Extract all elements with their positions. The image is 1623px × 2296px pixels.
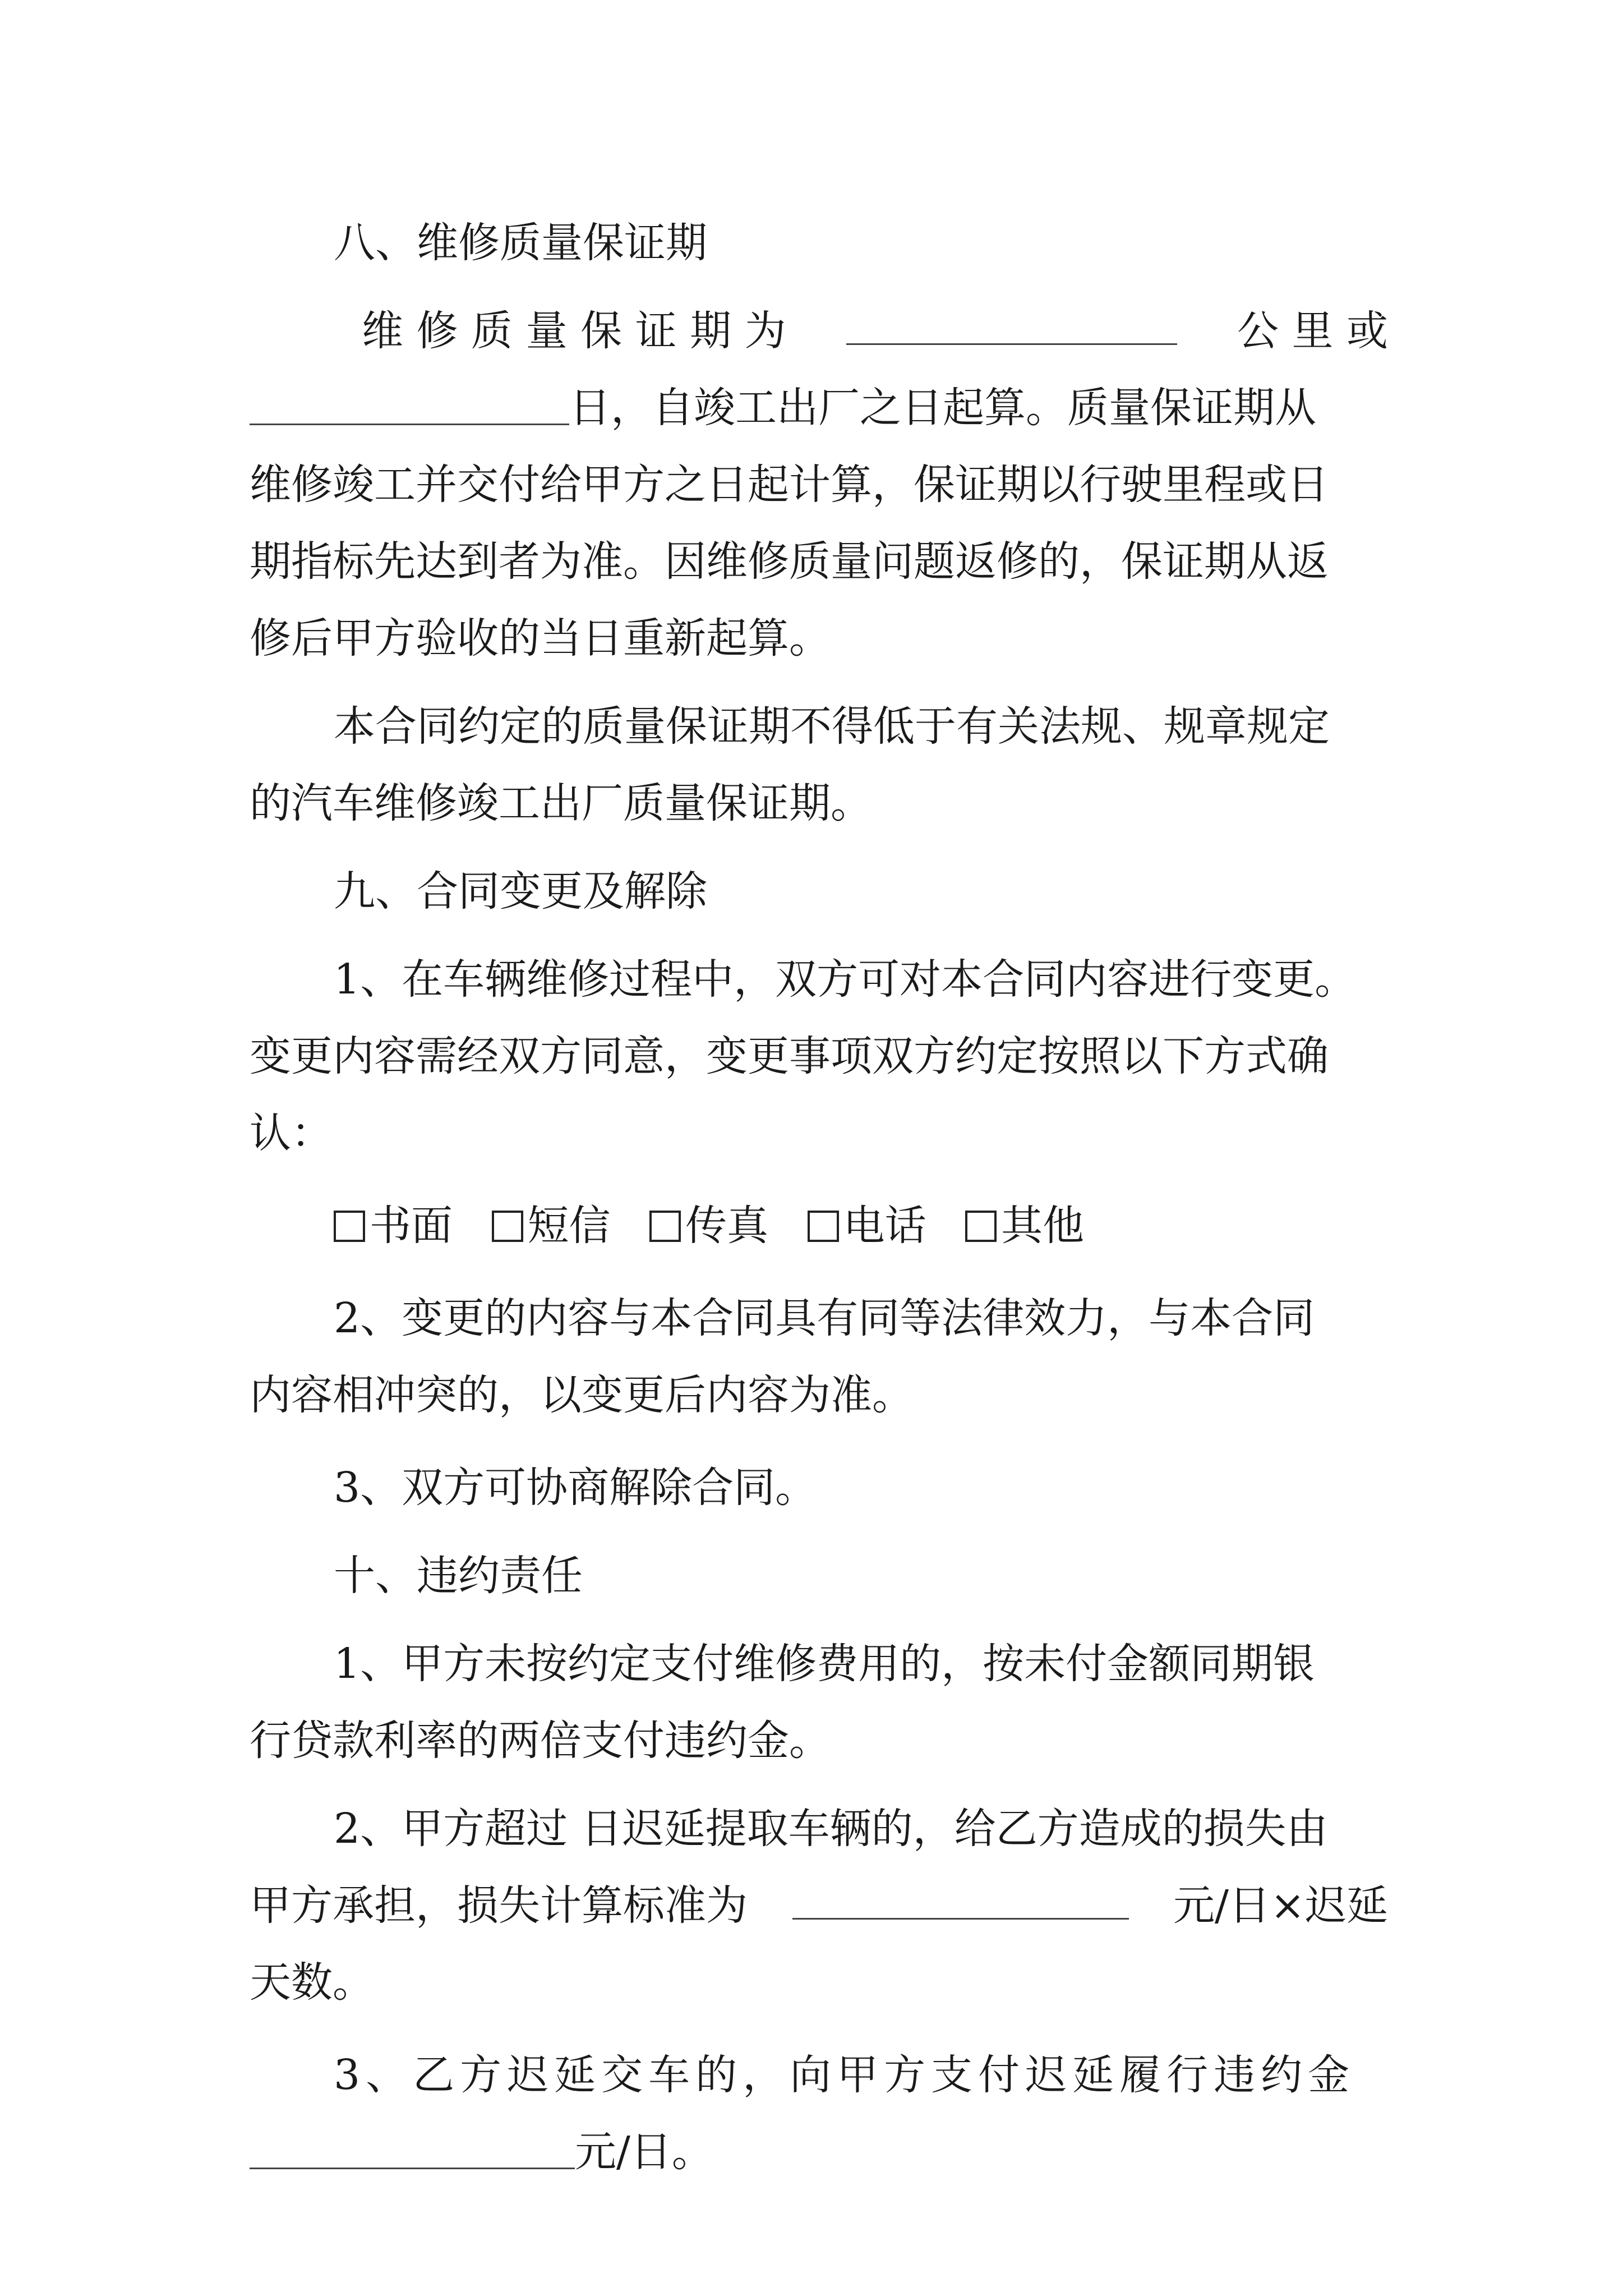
loss-rate-blank-field[interactable] xyxy=(792,1874,1129,1920)
paragraph-line: 1、在车辆维修过程中，双方可对本合同内容进行变更。 xyxy=(334,955,1357,1004)
option-other[interactable]: 其他 xyxy=(965,1188,1084,1264)
loss-standard-label: 甲方承担，损失计算标准为 xyxy=(250,1881,748,1930)
paragraph-line: 3、双方可协商解除合同。 xyxy=(334,1464,817,1512)
section-heading-8: 八、维修质量保证期 xyxy=(334,219,707,267)
warranty-period-label: 维 修 质 量 保 证 期 为 xyxy=(362,307,786,355)
warranty-days-line xyxy=(250,370,1388,447)
checkbox-icon[interactable] xyxy=(334,1211,365,1242)
checkbox-icon[interactable] xyxy=(808,1211,839,1242)
section-heading-9: 九、合同变更及解除 xyxy=(334,867,707,915)
days-blank-field[interactable] xyxy=(250,380,569,425)
paragraph-line: 天数。 xyxy=(250,1958,374,2007)
mileage-blank-field[interactable] xyxy=(846,300,1177,345)
paragraph-line: 认： xyxy=(250,1109,333,1157)
paragraph-line: 变更内容需经双方同意，变更事项双方约定按照以下方式确 xyxy=(250,1032,1329,1080)
penalty-rate-line xyxy=(250,2114,1388,2191)
loss-rate-unit-text: 元/日×迟延 xyxy=(1173,1881,1388,1930)
paragraph-line: 内容相冲突的，以变更后内容为准。 xyxy=(250,1371,914,1419)
option-sms[interactable]: 短信 xyxy=(492,1188,611,1264)
penalty-rate-unit-text: 元/日。 xyxy=(575,2128,713,2176)
paragraph-line: 期指标先达到者为准。因维修质量问题返修的，保证期从返 xyxy=(250,537,1329,586)
warranty-days-text: 日，自竣工出厂之日起算。质量保证期从 xyxy=(569,384,1316,432)
section-heading-10: 十、违约责任 xyxy=(334,1552,583,1600)
loss-standard-line xyxy=(250,1867,1388,1944)
paragraph-line: 2、变更的内容与本合同具有同等法律效力，与本合同 xyxy=(334,1294,1315,1342)
option-phone[interactable]: 电话 xyxy=(808,1188,926,1264)
option-written[interactable]: 书面 xyxy=(334,1188,453,1264)
paragraph-line: 的汽车维修竣工出厂质量保证期。 xyxy=(250,779,872,827)
penalty-rate-blank-field[interactable] xyxy=(250,2124,575,2169)
paragraph-line: 2、甲方超过 日迟延提取车辆的，给乙方造成的损失由 xyxy=(334,1805,1328,1853)
paragraph-line: 行贷款利率的两倍支付违约金。 xyxy=(250,1717,831,1765)
paragraph-line: 本合同约定的质量保证期不得低于有关法规、规章规定 xyxy=(334,702,1330,751)
confirmation-method-options xyxy=(250,1188,1388,1264)
paragraph-line: 维修竣工并交付给甲方之日起计算，保证期以行驶里程或日 xyxy=(250,461,1329,509)
paragraph-line: 修后甲方验收的当日重新起算。 xyxy=(250,614,831,662)
mileage-unit-text: 公 里 或 xyxy=(1237,307,1388,355)
paragraph-line: 3、乙方迟延交车的，向甲方支付迟延履行违约金 xyxy=(334,2051,1355,2099)
checkbox-icon[interactable] xyxy=(649,1211,681,1242)
checkbox-icon[interactable] xyxy=(492,1211,523,1242)
warranty-period-line xyxy=(250,293,1388,370)
option-fax[interactable]: 传真 xyxy=(649,1188,768,1264)
paragraph-line: 1、甲方未按约定支付维修费用的，按未付金额同期银 xyxy=(334,1640,1315,1688)
document-body xyxy=(250,205,1388,2191)
checkbox-icon[interactable] xyxy=(965,1211,997,1242)
